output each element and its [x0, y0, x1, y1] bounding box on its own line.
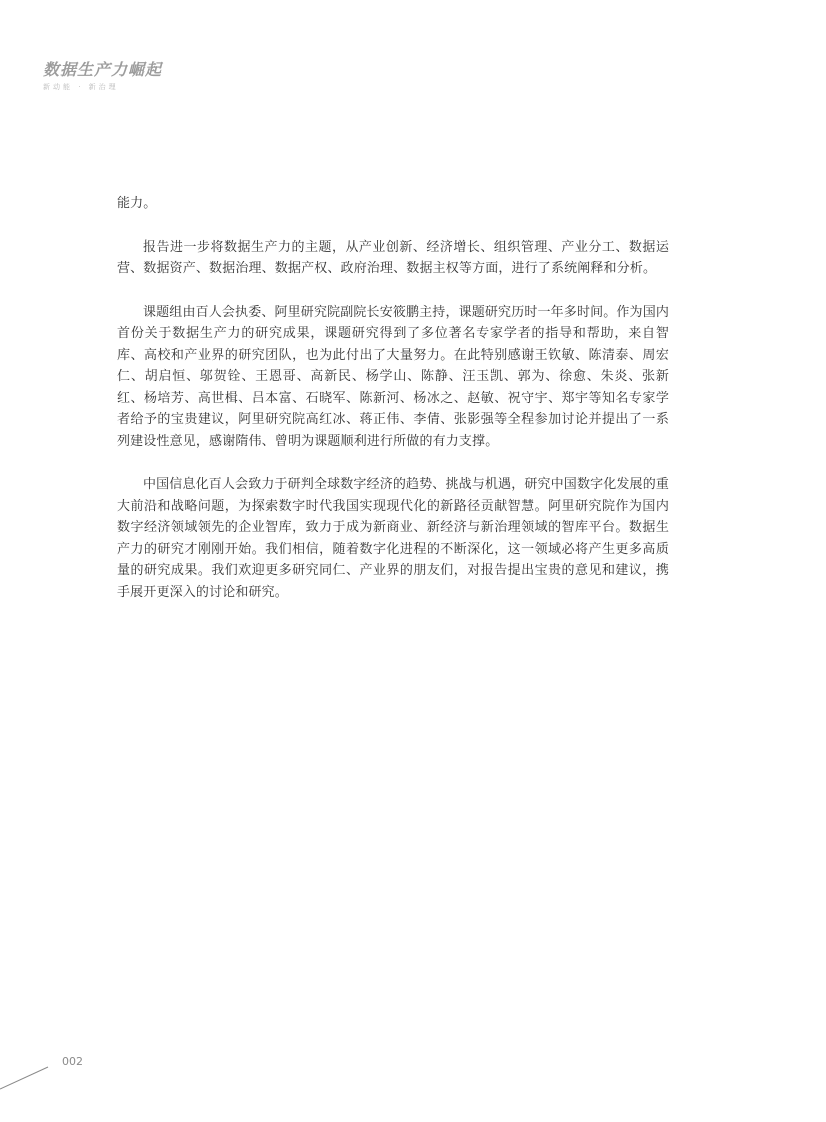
body-text: [117, 193, 669, 603]
header-title: 数据生产力崛起: [43, 60, 163, 79]
paragraph: 课题组由百人会执委、阿里研究院副院长安筱鹏主持，课题研究历时一年多时间。作为国内首份关于数据生产力的研究成果，课题研究得到了多位著名专家学者的指导和帮助，来自智库、高校和产业界的研究团队，也为此付出了大量努力。在此特别感谢王钦敏、陈清泰、周宏仁、胡启恒、邬贺铨、王恩哥、高新民、杨学山、陈静、汪玉凯、郭为、徐愈、朱炎、张新红、杨培芳、高世楫、吕本富、石晓军、陈新河、杨冰之、赵敏、祝守宇、郑宇等知名专家学者给予的宝贵建议，阿里研究院高红冰、蒋正伟、李倩、张影强等全程参加讨论并提出了一系列建设性意见，感谢隋伟、曾明为课题顺利进行所做的有力支撑。: [117, 304, 670, 449]
page-number: 002: [62, 1055, 83, 1068]
running-header: [43, 60, 162, 92]
paragraph: 中国信息化百人会致力于研判全球数字经济的趋势、挑战与机遇，研究中国数字化发展的重大前沿和战略问题，为探索数字时代我国实现现代化的新路径贡献智慧。阿里研究院作为国内数字经济领域领先的企业智库，致力于成为新商业、新经济与新治理领域的智库平台。数据生产力的研究才刚刚开始。我们相信，随着数字化进程的不断深化，这一领域必将产生更多高质量的研究成果。我们欢迎更多研究同仁、产业界的朋友们，对报告提出宝贵的意见和建议，携手展开更深入的讨论和研究。: [117, 477, 670, 600]
footer-decorative-line: [0, 1064, 60, 1094]
paragraph: 能力。: [117, 196, 157, 211]
header-subtitle: 新动能 · 新治理: [43, 83, 119, 91]
paragraph: 报告进一步将数据生产力的主题，从产业创新、经济增长、组织管理、产业分工、数据运营、数据资产、数据治理、数据产权、政府治理、数据主权等方面，进行了系统阐释和分析。: [117, 239, 669, 276]
